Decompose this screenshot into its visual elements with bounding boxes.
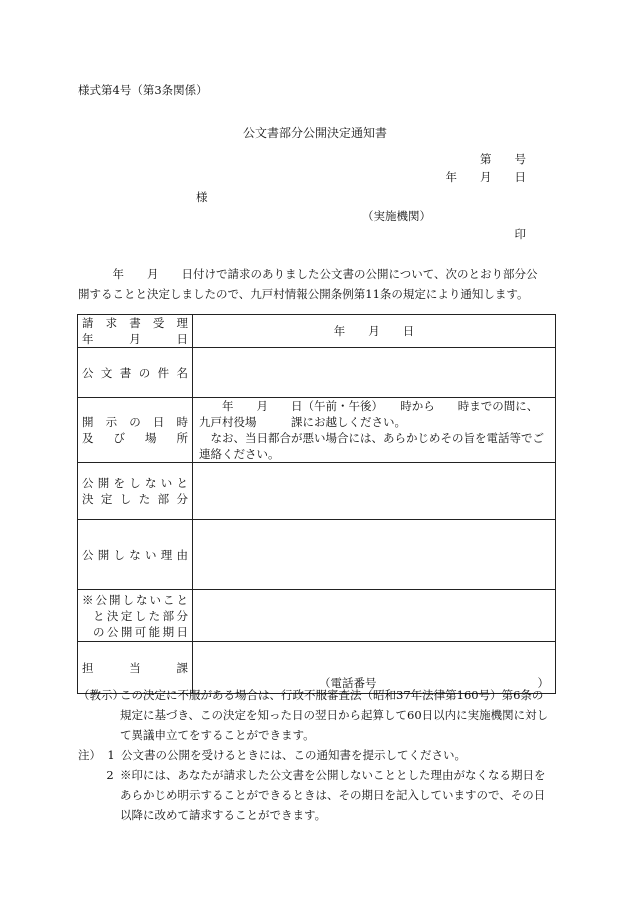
instruction-key: （教示） [78,688,124,702]
nondisclosed-part-value [193,463,556,520]
instruction-text: この決定に不服がある場合は、行政不服審査法（昭和37年法律第160号）第6条の規定に基づき、この決定を知った日の翌日から起算して60日以内に実施機関に対して異議申立てをすることができます。 [120,688,549,742]
row-possible-date [78,590,556,642]
document-number: 第 号 [480,152,526,166]
seal-mark: 印 [514,227,526,241]
possible-date-label: ※公開しないこと と決定した部分 の公開可能期日 [78,590,193,642]
row-nondisclosed-part [78,463,556,520]
intro-paragraph: 年 月 日付けで請求のありました公文書の公開について、次のとおり部分公開することと決定しましたので、九戸村情報公開条例第11条の規定により通知します。 [78,267,538,301]
row-document-name [78,348,556,398]
row-disclosure [78,398,556,463]
document-name-label: 公文書の件名 [78,348,193,398]
issuing-agency: （実施機関） [362,209,431,223]
note-text: 公文書の公開を受けるときには、この通知書を提示してください。 [121,748,466,762]
instruction-note [78,685,552,745]
notes-list [78,745,552,825]
receipt-date-value: 年 月 日 [193,315,556,348]
possible-date-value [193,590,556,642]
row-receipt-date [78,315,556,348]
note-text: ※印には、あなたが請求した公文書を公開しないこととした理由がなくなる期日をあらかじめ明示することができるときは、その期日を記入していますので、その日以降に改めて請求することができます。 [120,768,546,822]
note-number: 2 [106,768,114,782]
form-number: 様式第4号（第3条関係） [78,83,208,97]
nondisclosed-part-label: 公開をしないと 決定した部分 [78,463,193,520]
reason-value [193,520,556,590]
contact-label: 担当課 [78,642,193,694]
receipt-date-label: 請求書受理 年 月 日 [78,315,193,348]
contact-phone: （電話番号 ） [193,642,556,694]
row-reason [78,520,556,590]
note-key: 注） [78,748,101,762]
note-item [78,765,552,825]
document-title: 公文書部分公開決定通知書 [242,126,387,140]
reason-label: 公開しない理由 [78,520,193,590]
notice-table [77,314,556,694]
document-date: 年 月 日 [445,170,526,184]
note-item [78,745,552,765]
disclosure-label: 開示の日時 及び場所 [78,398,193,463]
document-name-value [193,348,556,398]
disclosure-value: 年 月 日（午前・午後） 時から 時までの間に、 九戸村役場 課にお越しください。 なお、当日都合が悪い場合には、あらかじめその旨を電話等でご連絡ください。 [193,398,556,463]
addressee: 様 [196,190,208,204]
note-number: 1 [107,748,115,762]
